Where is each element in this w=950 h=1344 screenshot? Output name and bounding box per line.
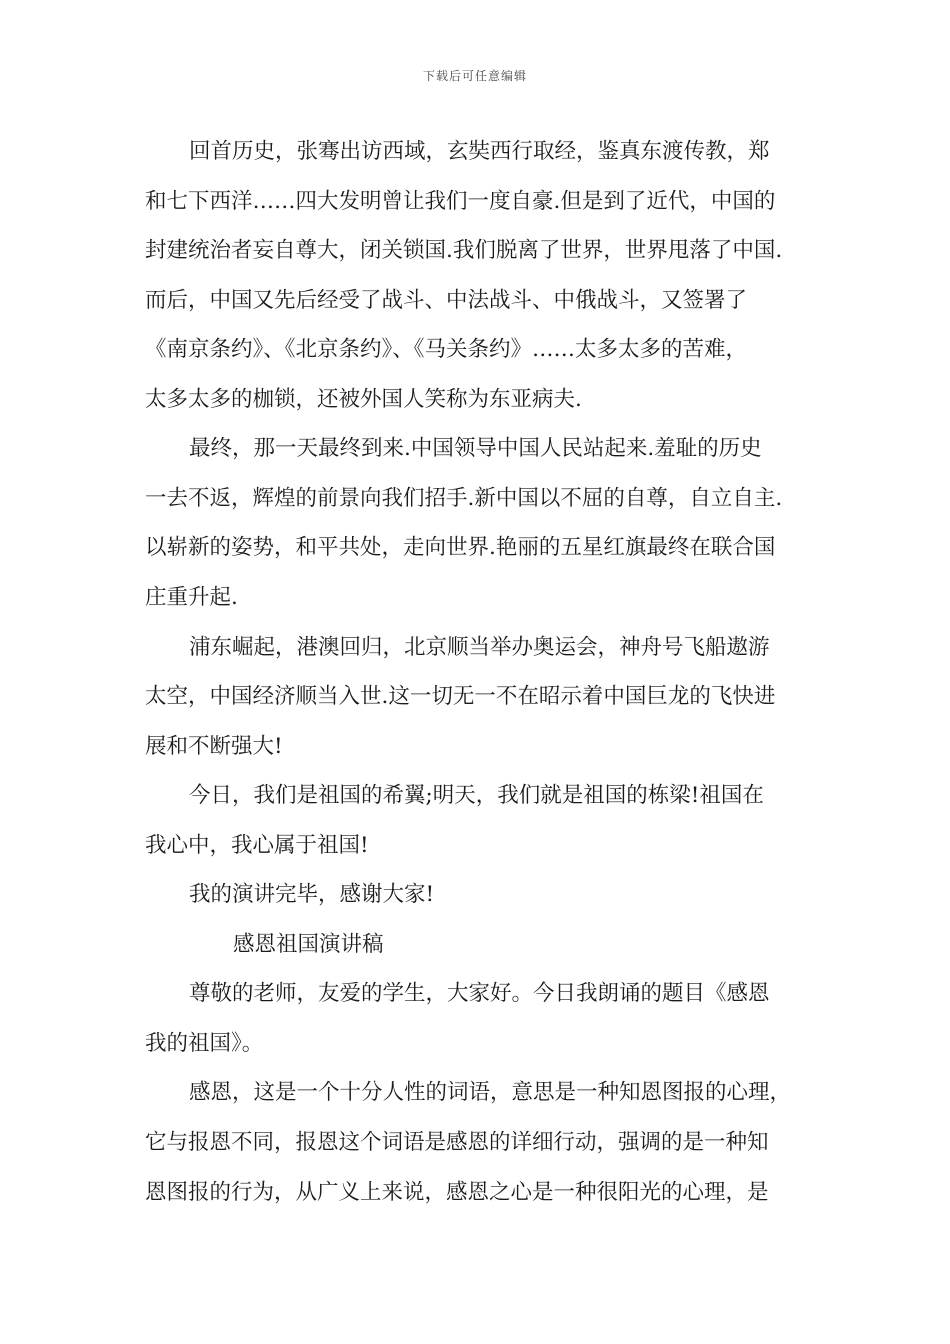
text-line: 封建统治者妄自尊大，闭关锁国.我们脱离了世界，世界甩落了中国. xyxy=(145,238,783,264)
text-line: 最终，那一天最终到来.中国领导中国人民站起来.羞耻的历史 xyxy=(189,436,762,462)
text-line: 《南京条约》、《北京条约》、《马关条约》……太多太多的苦难， xyxy=(145,337,748,363)
text-line: 它与报恩不同，报恩这个词语是感恩的详细行动，强调的是一种知 xyxy=(145,1130,769,1155)
text-line: 浦东崛起，港澳回归，北京顺当举办奥运会，神舟号飞船遨游 xyxy=(189,634,770,660)
text-line: 我心中，我心属于祖国! xyxy=(145,832,369,858)
download-note: 下载后可任意编辑 xyxy=(422,69,527,83)
text-line: 回首历史，张骞出访西域，玄奘西行取经，鉴真东渡传教，郑 xyxy=(189,139,770,164)
text-line: 太空，中国经济顺当入世.这一切无一不在昭示着中国巨龙的飞快进 xyxy=(145,684,776,710)
text-line: 尊敬的老师，友爱的学生，大家好。今日我朗诵的题目《感恩 xyxy=(189,981,770,1007)
text-line: 感恩祖国演讲稿 xyxy=(233,931,384,957)
text-line: 庄重升起. xyxy=(145,584,238,610)
text-line: 我的演讲完毕，感谢大家! xyxy=(189,882,435,908)
text-line: 以崭新的姿势，和平共处，走向世界.艳丽的五星红旗最终在联合国 xyxy=(145,535,776,561)
text-line: 恩图报的行为，从广义上来说，感恩之心是一种很阳光的心理，是 xyxy=(145,1179,769,1205)
text-line: 一去不返，辉煌的前景向我们招手.新中国以不屈的自尊，自立自主. xyxy=(145,485,783,511)
text-line: 感恩，这是一个十分人性的词语，意思是一种知恩图报的心理， xyxy=(189,1080,792,1106)
text-line: 我的祖国》。 xyxy=(145,1030,264,1056)
text-line: 今日，我们是祖国的希翼;明天，我们就是祖国的栋梁!祖国在 xyxy=(189,783,764,809)
text-line: 展和不断强大! xyxy=(145,733,283,759)
text-line: 太多太多的枷锁，还被外国人笑称为东亚病夫. xyxy=(145,386,582,412)
text-line: 而后，中国又先后经受了战斗、中法战斗、中俄战斗，又签署了 xyxy=(145,287,748,313)
text-line: 和七下西洋……四大发明曾让我们一度自豪.但是到了近代，中国的 xyxy=(145,188,776,214)
